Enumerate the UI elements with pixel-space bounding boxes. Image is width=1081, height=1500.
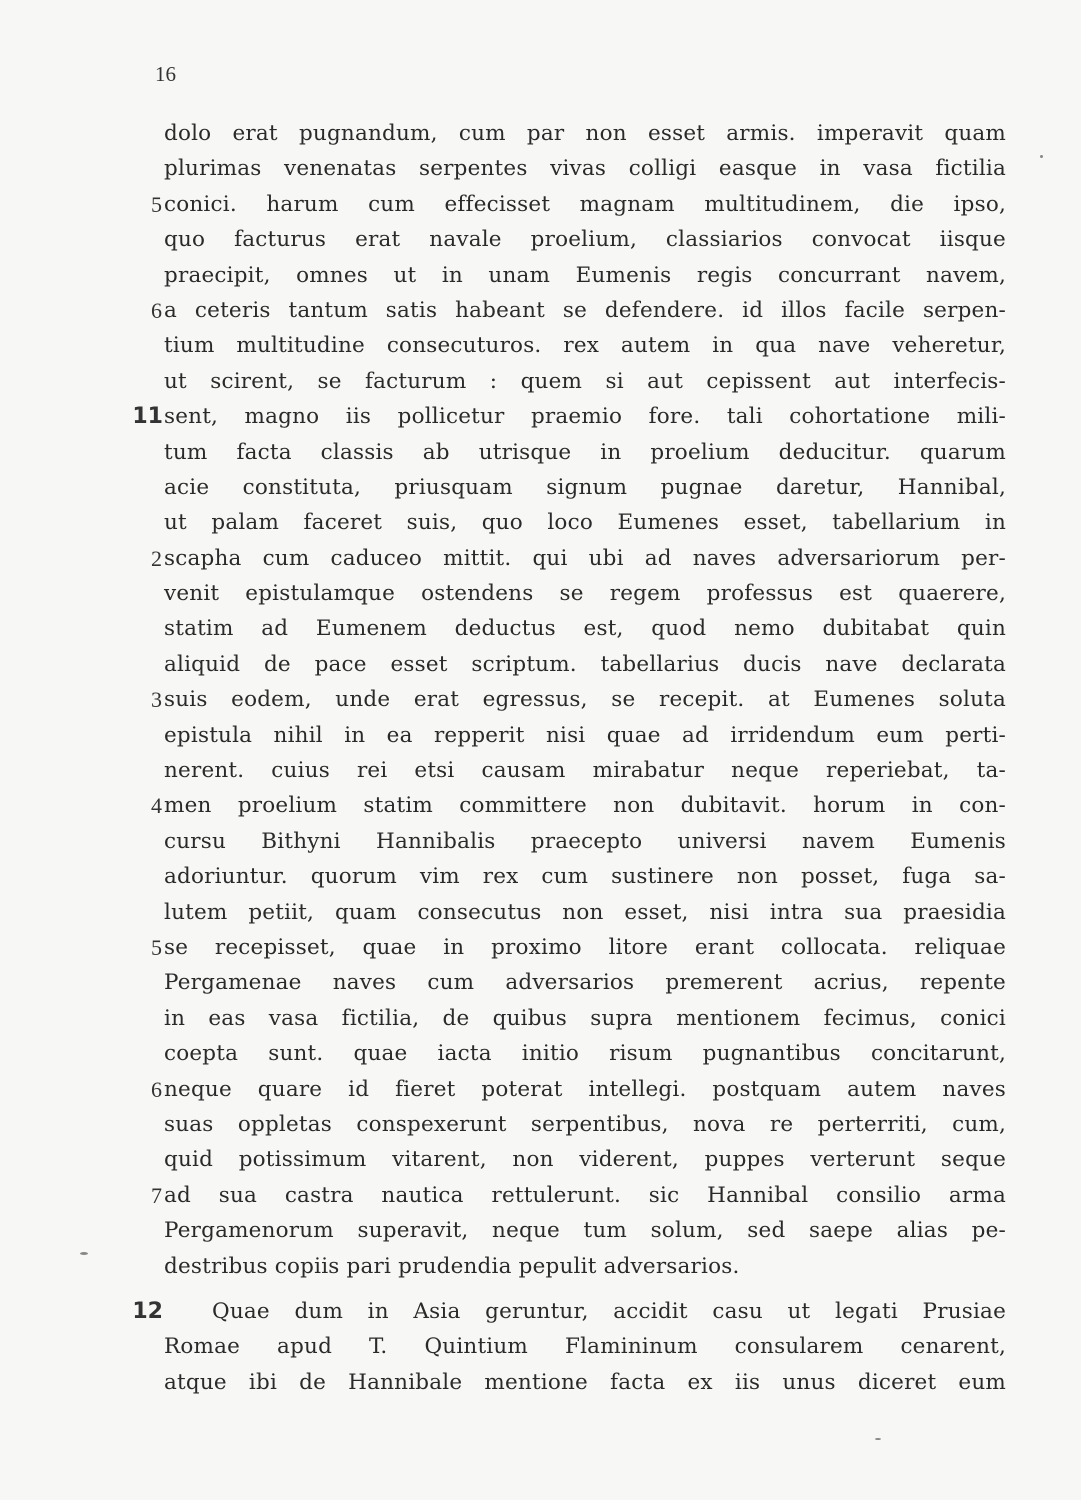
line-text: in eas vasa fictilia, de quibus supra mentionem fecimus, conici xyxy=(164,1005,1006,1031)
section-number: 5 xyxy=(151,934,162,960)
line-text: acie constituta, priusquam signum pugnae daretur, Hannibal, xyxy=(164,474,1006,500)
line-text: statim ad Eumenem deductus est, quod nemo dubitabat quin xyxy=(164,616,1006,642)
text-line xyxy=(0,399,1081,434)
line-text: tum facta classis ab utrisque in proelium deducitur. quarum xyxy=(164,439,1006,465)
line-text: plurimas venenatas serpentes vivas colligi easque in vasa fictilia xyxy=(164,156,1006,182)
line-text: ut scirent, se facturum : quem si aut cepissent aut interfecis- xyxy=(164,368,1006,394)
text-line xyxy=(0,116,1081,151)
text-line xyxy=(0,1365,1081,1400)
chapter-number: 12 xyxy=(132,1298,163,1324)
section-number: 4 xyxy=(151,793,162,819)
text-line xyxy=(0,470,1081,505)
line-text: suis eodem, unde erat egressus, se recepit. at Eumenes soluta xyxy=(164,687,1006,713)
line-text: coepta sunt. quae iacta initio risum pugnantibus concitarunt, xyxy=(164,1041,1006,1067)
text-line xyxy=(0,187,1081,222)
text-line xyxy=(0,364,1081,399)
section-number: 5 xyxy=(151,191,162,217)
line-text: a ceteris tantum satis habeant se defendere. id illos facile serpen- xyxy=(164,297,1006,323)
text-line xyxy=(0,859,1081,894)
text-line xyxy=(0,151,1081,186)
text-line xyxy=(0,824,1081,859)
text-line xyxy=(0,1249,1081,1284)
line-text: neque quare id fieret poterat intellegi. postquam autem naves xyxy=(164,1076,1006,1102)
line-text: quid potissimum vitarent, non viderent, puppes verterunt seque xyxy=(164,1147,1006,1173)
line-text: nerent. cuius rei etsi causam mirabatur neque reperiebat, ta- xyxy=(164,758,1006,784)
text-line xyxy=(0,1213,1081,1248)
section-number: 6 xyxy=(151,1076,162,1102)
line-text: destribus copiis pari prudendia pepulit adversarios. xyxy=(164,1253,740,1279)
line-text: se recepisset, quae in proximo litore erant collocata. reliquae xyxy=(164,934,1006,960)
text-line xyxy=(0,541,1081,576)
section-number: 7 xyxy=(151,1182,162,1208)
scan-speck xyxy=(875,1438,881,1440)
line-text: Pergamenae naves cum adversarios premerent acrius, repente xyxy=(164,970,1006,996)
line-text: dolo erat pugnandum, cum par non esset armis. imperavit quam xyxy=(164,121,1006,146)
line-text: Quae dum in Asia geruntur, accidit casu ut legati Prusiae xyxy=(212,1298,1006,1324)
text-line xyxy=(0,1072,1081,1107)
section-number: 3 xyxy=(151,687,162,713)
line-text: praecipit, omnes ut in unam Eumenis regis concurrant navem, xyxy=(164,262,1006,288)
text-line xyxy=(0,505,1081,540)
text-body xyxy=(0,116,1081,1400)
text-line xyxy=(0,682,1081,717)
line-text: Romae apud T. Quintium Flamininum consularem cenarent, xyxy=(164,1334,1006,1360)
scan-speck xyxy=(80,1252,88,1255)
text-line xyxy=(0,328,1081,363)
line-text: cursu Bithyni Hannibalis praecepto universi navem Eumenis xyxy=(164,828,1006,854)
text-line xyxy=(0,1142,1081,1177)
line-text: conici. harum cum effecisset magnam multitudinem, die ipso, xyxy=(164,191,1006,217)
line-text: Pergamenorum superavit, neque tum solum, sed saepe alias pe- xyxy=(164,1218,1006,1244)
line-text: sent, magno iis pollicetur praemio fore. tali cohortatione mili- xyxy=(164,404,1006,430)
section-number: 6 xyxy=(151,297,162,323)
text-line xyxy=(0,1001,1081,1036)
text-line xyxy=(0,576,1081,611)
scan-speck xyxy=(1040,155,1043,158)
text-line xyxy=(0,222,1081,257)
line-text: ad sua castra nautica rettulerunt. sic Hannibal consilio arma xyxy=(164,1182,1006,1208)
text-line xyxy=(0,930,1081,965)
line-text: aliquid de pace esset scriptum. tabellarius ducis nave declarata xyxy=(164,651,1006,677)
page-number: 16 xyxy=(155,62,176,86)
text-line xyxy=(0,258,1081,293)
line-text: atque ibi de Hannibale mentione facta ex iis unus diceret eum xyxy=(164,1369,1006,1395)
line-text: suas oppletas conspexerunt serpentibus, nova re perterriti, cum, xyxy=(164,1111,1006,1137)
text-line xyxy=(0,753,1081,788)
section-number: 2 xyxy=(151,545,162,571)
text-line xyxy=(0,293,1081,328)
line-text: epistula nihil in ea repperit nisi quae ad irridendum eum perti- xyxy=(164,722,1006,748)
text-line xyxy=(0,718,1081,753)
text-line xyxy=(0,788,1081,823)
paragraph-gap xyxy=(0,1284,1081,1294)
chapter-number: 11 xyxy=(132,404,163,430)
text-line xyxy=(0,1036,1081,1071)
text-line xyxy=(0,1178,1081,1213)
line-text: men proelium statim committere non dubitavit. horum in con- xyxy=(164,793,1006,819)
text-line xyxy=(0,965,1081,1000)
line-text: ut palam faceret suis, quo loco Eumenes esset, tabellarium in xyxy=(164,510,1006,536)
text-line xyxy=(0,435,1081,470)
line-text: lutem petiit, quam consecutus non esset, nisi intra sua praesidia xyxy=(164,899,1006,925)
text-line xyxy=(0,1294,1081,1329)
text-line xyxy=(0,1107,1081,1142)
text-line xyxy=(0,895,1081,930)
line-text: venit epistulamque ostendens se regem professus est quaerere, xyxy=(164,581,1006,607)
line-text: quo facturus erat navale proelium, classiarios convocat iisque xyxy=(164,227,1006,253)
line-text: tium multitudine consecuturos. rex autem in qua nave veheretur, xyxy=(164,333,1006,359)
line-text: adoriuntur. quorum vim rex cum sustinere non posset, fuga sa- xyxy=(164,864,1006,890)
line-text: scapha cum caduceo mittit. qui ubi ad naves adversariorum per- xyxy=(164,545,1006,571)
text-line xyxy=(0,647,1081,682)
text-line xyxy=(0,611,1081,646)
text-line xyxy=(0,1329,1081,1364)
